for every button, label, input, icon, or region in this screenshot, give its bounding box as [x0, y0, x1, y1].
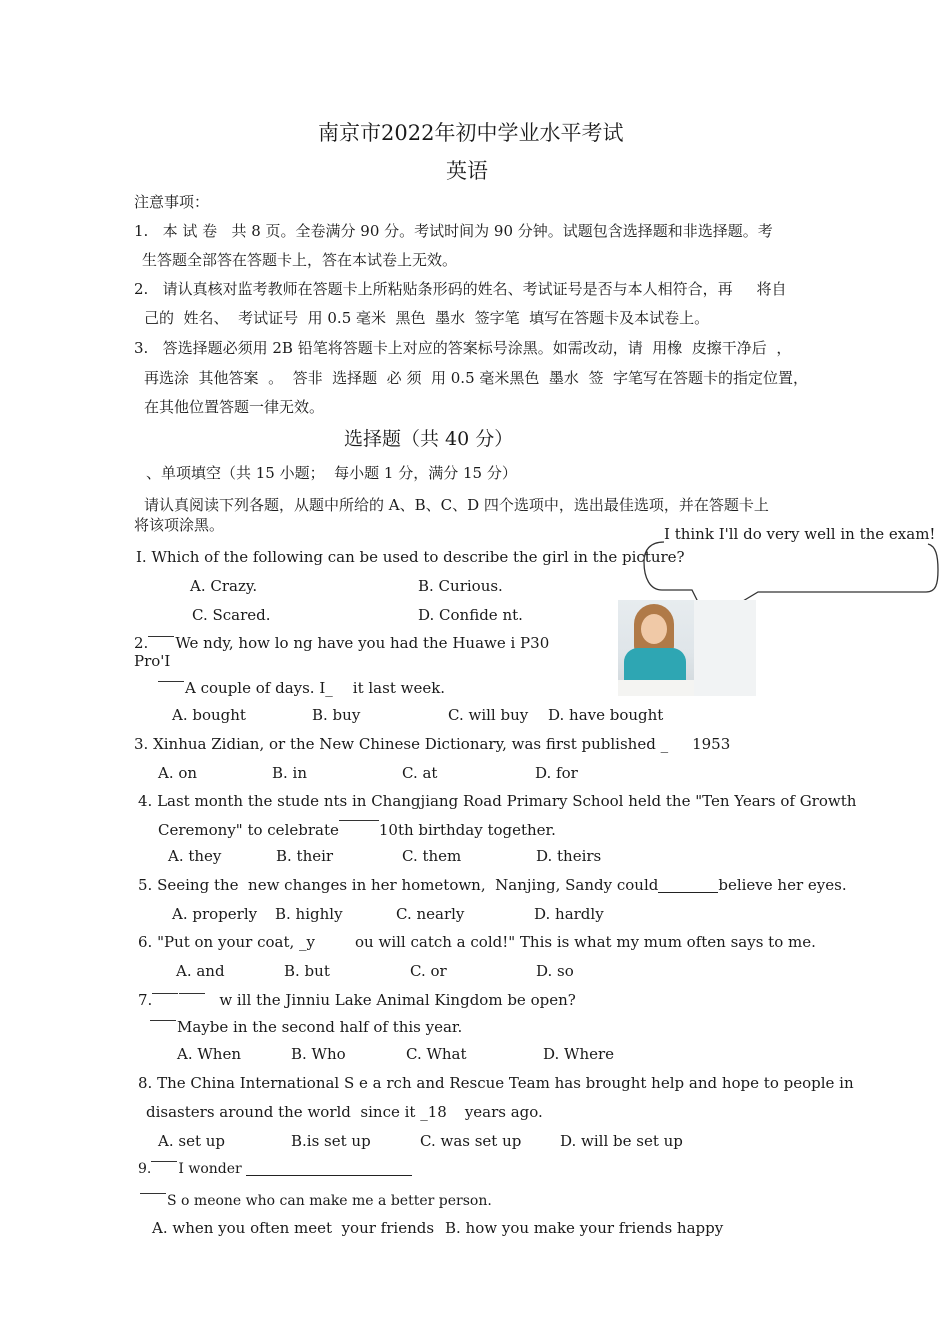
- subject-title: 英语: [446, 159, 488, 183]
- dialogue-dash: [179, 993, 205, 994]
- dialogue-dash: [151, 1161, 177, 1162]
- speech-bubble-text: I think I'll do very well in the exam!: [664, 525, 936, 543]
- q3-option-b: B. in: [272, 764, 308, 782]
- q3-stem: [134, 735, 730, 753]
- q8-stem-line-2-pre: disasters around the world since it _18: [146, 1103, 447, 1121]
- q2-reply-pre: A couple of days. I_: [185, 679, 333, 697]
- q1-option-d: D. Confide nt.: [418, 606, 523, 624]
- q4-option-c: C. them: [402, 847, 462, 865]
- notice-item-1-line-2: 生答题全部答在答题卡上，答在本试卷上无效。: [142, 251, 458, 269]
- q8-option-c: C. was set up: [420, 1132, 522, 1150]
- q8-option-b: B.is set up: [291, 1132, 371, 1150]
- q6-stem: [138, 933, 816, 951]
- q4-stem-line-2: [158, 820, 556, 839]
- q5-option-c: C. nearly: [396, 905, 465, 923]
- notice-heading: 注意事项：: [134, 193, 210, 211]
- notice-item-3-line-3: 在其他位置答题一律无效。: [144, 398, 325, 416]
- q2-reply-post: it last week.: [352, 679, 446, 697]
- q5-option-d: D. hardly: [534, 905, 604, 923]
- q8-option-a: A. set up: [158, 1132, 226, 1150]
- q2-option-d: D. have bought: [548, 706, 664, 724]
- notice-item-1-line-1: 1. 本 试 卷 共 8 页。全卷满分 90 分。考试时间为 90 分钟。试题包含选择题和非选择题。考: [134, 222, 773, 240]
- q9-reply-text: S o meone who can make me a better person.: [167, 1193, 492, 1209]
- notice-item-3-line-2: 再选涂 其他答案 。 答非 选择题 必 须 用 0.5 毫米黑色 墨水 签 字笔写在答题卡的指定位置，: [144, 369, 808, 387]
- q9-answer-blank: [246, 1161, 412, 1176]
- q9-stem: [138, 1160, 412, 1178]
- girl-photo: [618, 600, 694, 696]
- q4-option-d: D. theirs: [536, 847, 602, 865]
- exam-title: 南京市2022年初中学业水平考试: [318, 121, 624, 145]
- q2-option-a: A. bought: [172, 706, 246, 724]
- q6-option-c: C. or: [410, 962, 447, 980]
- q7-option-c: C. What: [406, 1045, 467, 1063]
- q2-stem-text: We ndy, how lo ng have you had the Huawe i P30: [175, 634, 550, 652]
- q7-stem: [138, 991, 576, 1009]
- q6-option-b: B. but: [284, 962, 330, 980]
- q4-option-b: B. their: [276, 847, 334, 865]
- dialogue-dash: [148, 636, 174, 637]
- q2-stem: [134, 634, 549, 652]
- q9-stem-text: I wonder: [178, 1161, 242, 1177]
- q3-option-d: D. for: [535, 764, 578, 782]
- photo-background: [694, 600, 756, 696]
- q9-reply: [140, 1192, 492, 1210]
- q4-stem-line-2-pre: Ceremony" to celebrate: [158, 821, 339, 839]
- dialogue-dash: [140, 1193, 166, 1194]
- q8-option-d: D. will be set up: [560, 1132, 683, 1150]
- q7-reply: [150, 1018, 462, 1036]
- q6-option-a: A. and: [176, 962, 225, 980]
- q6-stem-post: ou will catch a cold!" This is what my mum often says to me.: [355, 933, 816, 951]
- q9-option-b: B. how you make your friends happy: [445, 1219, 724, 1237]
- q8-stem: 8. The China International S e a rch and Rescue Team has brought help and hope to people in: [138, 1074, 854, 1092]
- q4-stem: 4. Last month the stude nts in Changjiang Road Primary School held the "Ten Years of Growth: [138, 792, 857, 810]
- q5-stem-post: believe her eyes.: [718, 876, 847, 894]
- notice-item-3-line-1: 3. 答选择题必须用 2B 铅笔将答题卡上对应的答案标号涂黑。如需改动，请 用橡 皮擦干净后 ，: [134, 339, 792, 357]
- q8-stem-line-2-post: years ago.: [464, 1103, 543, 1121]
- q3-option-c: C. at: [402, 764, 438, 782]
- q7-reply-text: Maybe in the second half of this year.: [177, 1018, 463, 1036]
- q3-stem-post: 1953: [692, 735, 731, 753]
- q9-number: 9.: [138, 1161, 152, 1177]
- q8-stem-line-2: [146, 1103, 543, 1121]
- q9-option-a: A. when you often meet your friends: [152, 1219, 435, 1237]
- notice-item-2-line-1: 2. 请认真核对监考教师在答题卡上所粘贴条形码的姓名、考试证号是否与本人相符合，再 将自: [134, 280, 787, 298]
- q1-option-b: B. Curious.: [418, 577, 503, 595]
- q7-number: 7.: [138, 991, 153, 1009]
- q3-stem-text: 3. Xinhua Zidian, or the New Chinese Dictionary, was first published _: [134, 735, 669, 753]
- q7-option-b: B. Who: [291, 1045, 346, 1063]
- q2-option-c: C. will buy: [448, 706, 529, 724]
- section-title: 选择题（共 40 分）: [344, 428, 514, 450]
- q6-stem-pre: 6. "Put on your coat, _y: [138, 933, 316, 951]
- instruction-line-2: 将该项涂黑。: [134, 516, 225, 534]
- q1-stem: I. Which of the following can be used to describe the girl in the picture?: [136, 548, 685, 566]
- notice-item-2-line-2: 己的 姓名、 考试证号 用 0.5 毫米 黑色 墨水 签字笔 填写在答题卡及本试卷上。: [144, 309, 710, 327]
- q6-option-d: D. so: [536, 962, 574, 980]
- q5-stem: [138, 876, 847, 894]
- dialogue-dash: [150, 1020, 176, 1021]
- q2-reply: [158, 679, 445, 697]
- q2-option-b: B. buy: [312, 706, 361, 724]
- q5-answer-blank: [658, 878, 718, 893]
- q4-option-a: A. they: [168, 847, 222, 865]
- q2-number: 2.: [134, 634, 149, 652]
- q7-option-a: A. When: [177, 1045, 241, 1063]
- q5-option-b: B. highly: [275, 905, 343, 923]
- q5-option-a: A. properly: [172, 905, 258, 923]
- instruction-line-1: 请认真阅读下列各题，从题中所给的 A、B、C、D 四个选项中，选出最佳选项，并在答题卡上: [144, 496, 769, 514]
- dialogue-dash: [152, 993, 178, 994]
- part-title: 、单项填空（共 15 小题； 每小题 1 分，满分 15 分）: [146, 464, 517, 482]
- q7-stem-text: w ill the Jinniu Lake Animal Kingdom be open?: [219, 991, 576, 1009]
- q2-stem-line-2: Pro'I: [134, 652, 171, 670]
- q3-option-a: A. on: [158, 764, 198, 782]
- q7-option-d: D. Where: [543, 1045, 615, 1063]
- q1-option-a: A. Crazy.: [190, 577, 258, 595]
- dialogue-dash: [158, 681, 184, 682]
- q4-stem-line-2-post: 10th birthday together.: [378, 821, 556, 839]
- q1-option-c: C. Scared.: [192, 606, 271, 624]
- q5-stem-pre: 5. Seeing the new changes in her hometown, Nanjing, Sandy could: [138, 876, 659, 894]
